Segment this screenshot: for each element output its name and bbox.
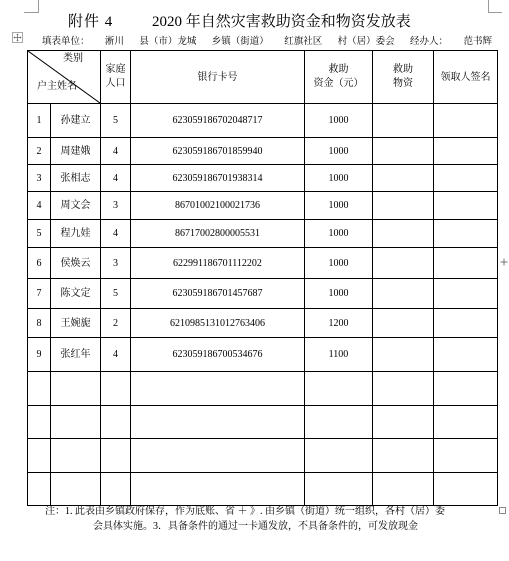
row-number: 6: [28, 248, 51, 279]
county-suffix: 县（市）: [139, 37, 178, 47]
row-number: 1: [28, 104, 51, 138]
family-size: 5: [101, 279, 131, 309]
row-number: 2: [28, 138, 51, 165]
family-size-header-line1: 家庭: [105, 64, 126, 75]
household-head-label: 户主姓名: [37, 81, 77, 92]
relief-distribution-table: [27, 50, 498, 506]
relief-materials: [373, 309, 434, 338]
relief-funds-header-line2: 资金（元）: [313, 78, 364, 89]
row-number: 9: [28, 338, 51, 372]
household-head-name: 王婉旎: [51, 309, 101, 338]
empty-cell: [131, 372, 305, 406]
family-size: 4: [101, 138, 131, 165]
recipient-signature: [434, 138, 498, 165]
household-head-name: 周建娥: [51, 138, 101, 165]
row-number: 4: [28, 192, 51, 220]
bank-card-number: 623059186701457687: [131, 279, 305, 309]
empty-cell: [101, 372, 131, 406]
table-row: [28, 279, 498, 309]
household-head-name: 张相志: [51, 165, 101, 192]
row-number: 8: [28, 309, 51, 338]
bank-card-number: 623059186701938314: [131, 165, 305, 192]
village-name: 红旗社区: [284, 37, 323, 47]
table-row: [28, 104, 498, 138]
relief-funds: 1200: [305, 309, 373, 338]
bank-card-number: 623059186700534676: [131, 338, 305, 372]
relief-materials-header-line1: 救助: [393, 64, 413, 75]
empty-cell: [28, 473, 51, 506]
bank-card-header: 银行卡号: [131, 51, 305, 104]
relief-materials: [373, 279, 434, 309]
relief-funds: 1000: [305, 192, 373, 220]
recipient-signature: [434, 220, 498, 248]
table-row: [28, 165, 498, 192]
table-resize-handle-icon[interactable]: [499, 507, 506, 514]
table-move-handle-icon[interactable]: [12, 32, 23, 43]
relief-funds-header: [305, 51, 373, 104]
category-household-head-header: [28, 51, 101, 104]
empty-cell: [305, 439, 373, 473]
empty-cell: [373, 439, 434, 473]
family-size: 5: [101, 104, 131, 138]
family-size-header: [101, 51, 131, 104]
relief-funds: 1000: [305, 279, 373, 309]
table-header-row: [28, 51, 498, 104]
relief-funds: 1000: [305, 165, 373, 192]
fill-unit-label: 填表单位：: [42, 37, 90, 47]
county-town-group: [139, 36, 196, 48]
family-size: 2: [101, 309, 131, 338]
recipient-signature: [434, 104, 498, 138]
empty-cell: [51, 439, 101, 473]
family-size: 3: [101, 248, 131, 279]
relief-materials: [373, 165, 434, 192]
bank-card-number: 623059186702048717: [131, 104, 305, 138]
footnote-line-2: 会具体实施。3．具备条件的通过一卡通发放，不具备条件的，可发放现金: [93, 521, 418, 532]
empty-cell: [101, 439, 131, 473]
empty-cell: [28, 439, 51, 473]
family-size: 4: [101, 165, 131, 192]
empty-cell: [51, 372, 101, 406]
empty-table-row: [28, 372, 498, 406]
row-number: 7: [28, 279, 51, 309]
page-corner-mark-top-left-icon: [24, 0, 40, 14]
household-head-name: 周文会: [51, 192, 101, 220]
relief-materials-header: [373, 51, 434, 104]
relief-materials: [373, 138, 434, 165]
relief-funds: 1100: [305, 338, 373, 372]
empty-cell: [373, 473, 434, 506]
county-name: 淅川: [104, 37, 124, 47]
recipient-signature: [434, 309, 498, 338]
form-info-line: [42, 36, 492, 48]
recipient-signature: [434, 192, 498, 220]
household-head-name: 程九娃: [51, 220, 101, 248]
village-suffix: 村（居）委会: [337, 37, 395, 47]
empty-cell: [373, 372, 434, 406]
empty-cell: [51, 473, 101, 506]
table-row: [28, 248, 498, 279]
empty-cell: [305, 406, 373, 439]
bank-card-number: 86717002800005531: [131, 220, 305, 248]
recipient-signature: [434, 279, 498, 309]
table-row: [28, 192, 498, 220]
household-head-name: 张红年: [51, 338, 101, 372]
town-suffix: 乡镇（街道）: [211, 37, 269, 47]
row-number: 3: [28, 165, 51, 192]
relief-funds: 1000: [305, 248, 373, 279]
empty-cell: [434, 372, 498, 406]
empty-table-row: [28, 473, 498, 506]
relief-funds-header-line1: 救助: [328, 64, 349, 75]
relief-materials: [373, 220, 434, 248]
table-row: [28, 338, 498, 372]
empty-cell: [434, 473, 498, 506]
bank-card-number: 6210985131012763406: [131, 309, 305, 338]
empty-cell: [101, 406, 131, 439]
empty-cell: [28, 372, 51, 406]
relief-funds: 1000: [305, 138, 373, 165]
footnote-line-1: 注：1. 此表由乡镇政府保存，作为底账、省 ＋ 》. 由乡镇（街道）统一组织，各村（居）委: [45, 506, 445, 517]
empty-cell: [373, 406, 434, 439]
operator-label: 经办人：: [410, 37, 449, 47]
household-head-name: 侯焕云: [51, 248, 101, 279]
relief-materials: [373, 104, 434, 138]
page-title: 2020 年自然灾害救助资金和物资发放表: [152, 14, 411, 30]
relief-materials: [373, 248, 434, 279]
household-head-name: 孙建立: [51, 104, 101, 138]
family-size: 4: [101, 338, 131, 372]
empty-cell: [131, 473, 305, 506]
town-name: 龙城: [177, 37, 197, 47]
table-row: [28, 220, 498, 248]
relief-materials: [373, 192, 434, 220]
category-label: 类别: [63, 53, 83, 64]
empty-cell: [101, 473, 131, 506]
relief-funds: 1000: [305, 220, 373, 248]
bank-card-number: 86701002100021736: [131, 192, 305, 220]
empty-cell: [131, 406, 305, 439]
family-size: 3: [101, 192, 131, 220]
bank-card-number: 623059186701859940: [131, 138, 305, 165]
empty-cell: [131, 439, 305, 473]
relief-funds: 1000: [305, 104, 373, 138]
empty-cell: [434, 439, 498, 473]
table-row: [28, 138, 498, 165]
relief-materials: [373, 338, 434, 372]
bank-card-number: 622991186701112202: [131, 248, 305, 279]
insert-plus-icon[interactable]: [500, 258, 508, 266]
empty-cell: [434, 406, 498, 439]
row-number: 5: [28, 220, 51, 248]
empty-table-row: [28, 406, 498, 439]
table-row: [28, 309, 498, 338]
empty-cell: [51, 406, 101, 439]
recipient-signature-header: 领取人签名: [434, 51, 498, 104]
empty-cell: [305, 372, 373, 406]
recipient-signature: [434, 338, 498, 372]
family-size-header-line2: 人口: [105, 78, 126, 89]
household-head-name: 陈文定: [51, 279, 101, 309]
empty-cell: [28, 406, 51, 439]
operator-name: 范书辉: [463, 37, 492, 47]
empty-table-row: [28, 439, 498, 473]
attachment-label: 附件 4: [68, 14, 114, 30]
page-corner-mark-top-right-icon: [487, 0, 503, 14]
recipient-signature: [434, 165, 498, 192]
family-size: 4: [101, 220, 131, 248]
relief-materials-header-line2: 物资: [393, 78, 413, 89]
empty-cell: [305, 473, 373, 506]
recipient-signature: [434, 248, 498, 279]
